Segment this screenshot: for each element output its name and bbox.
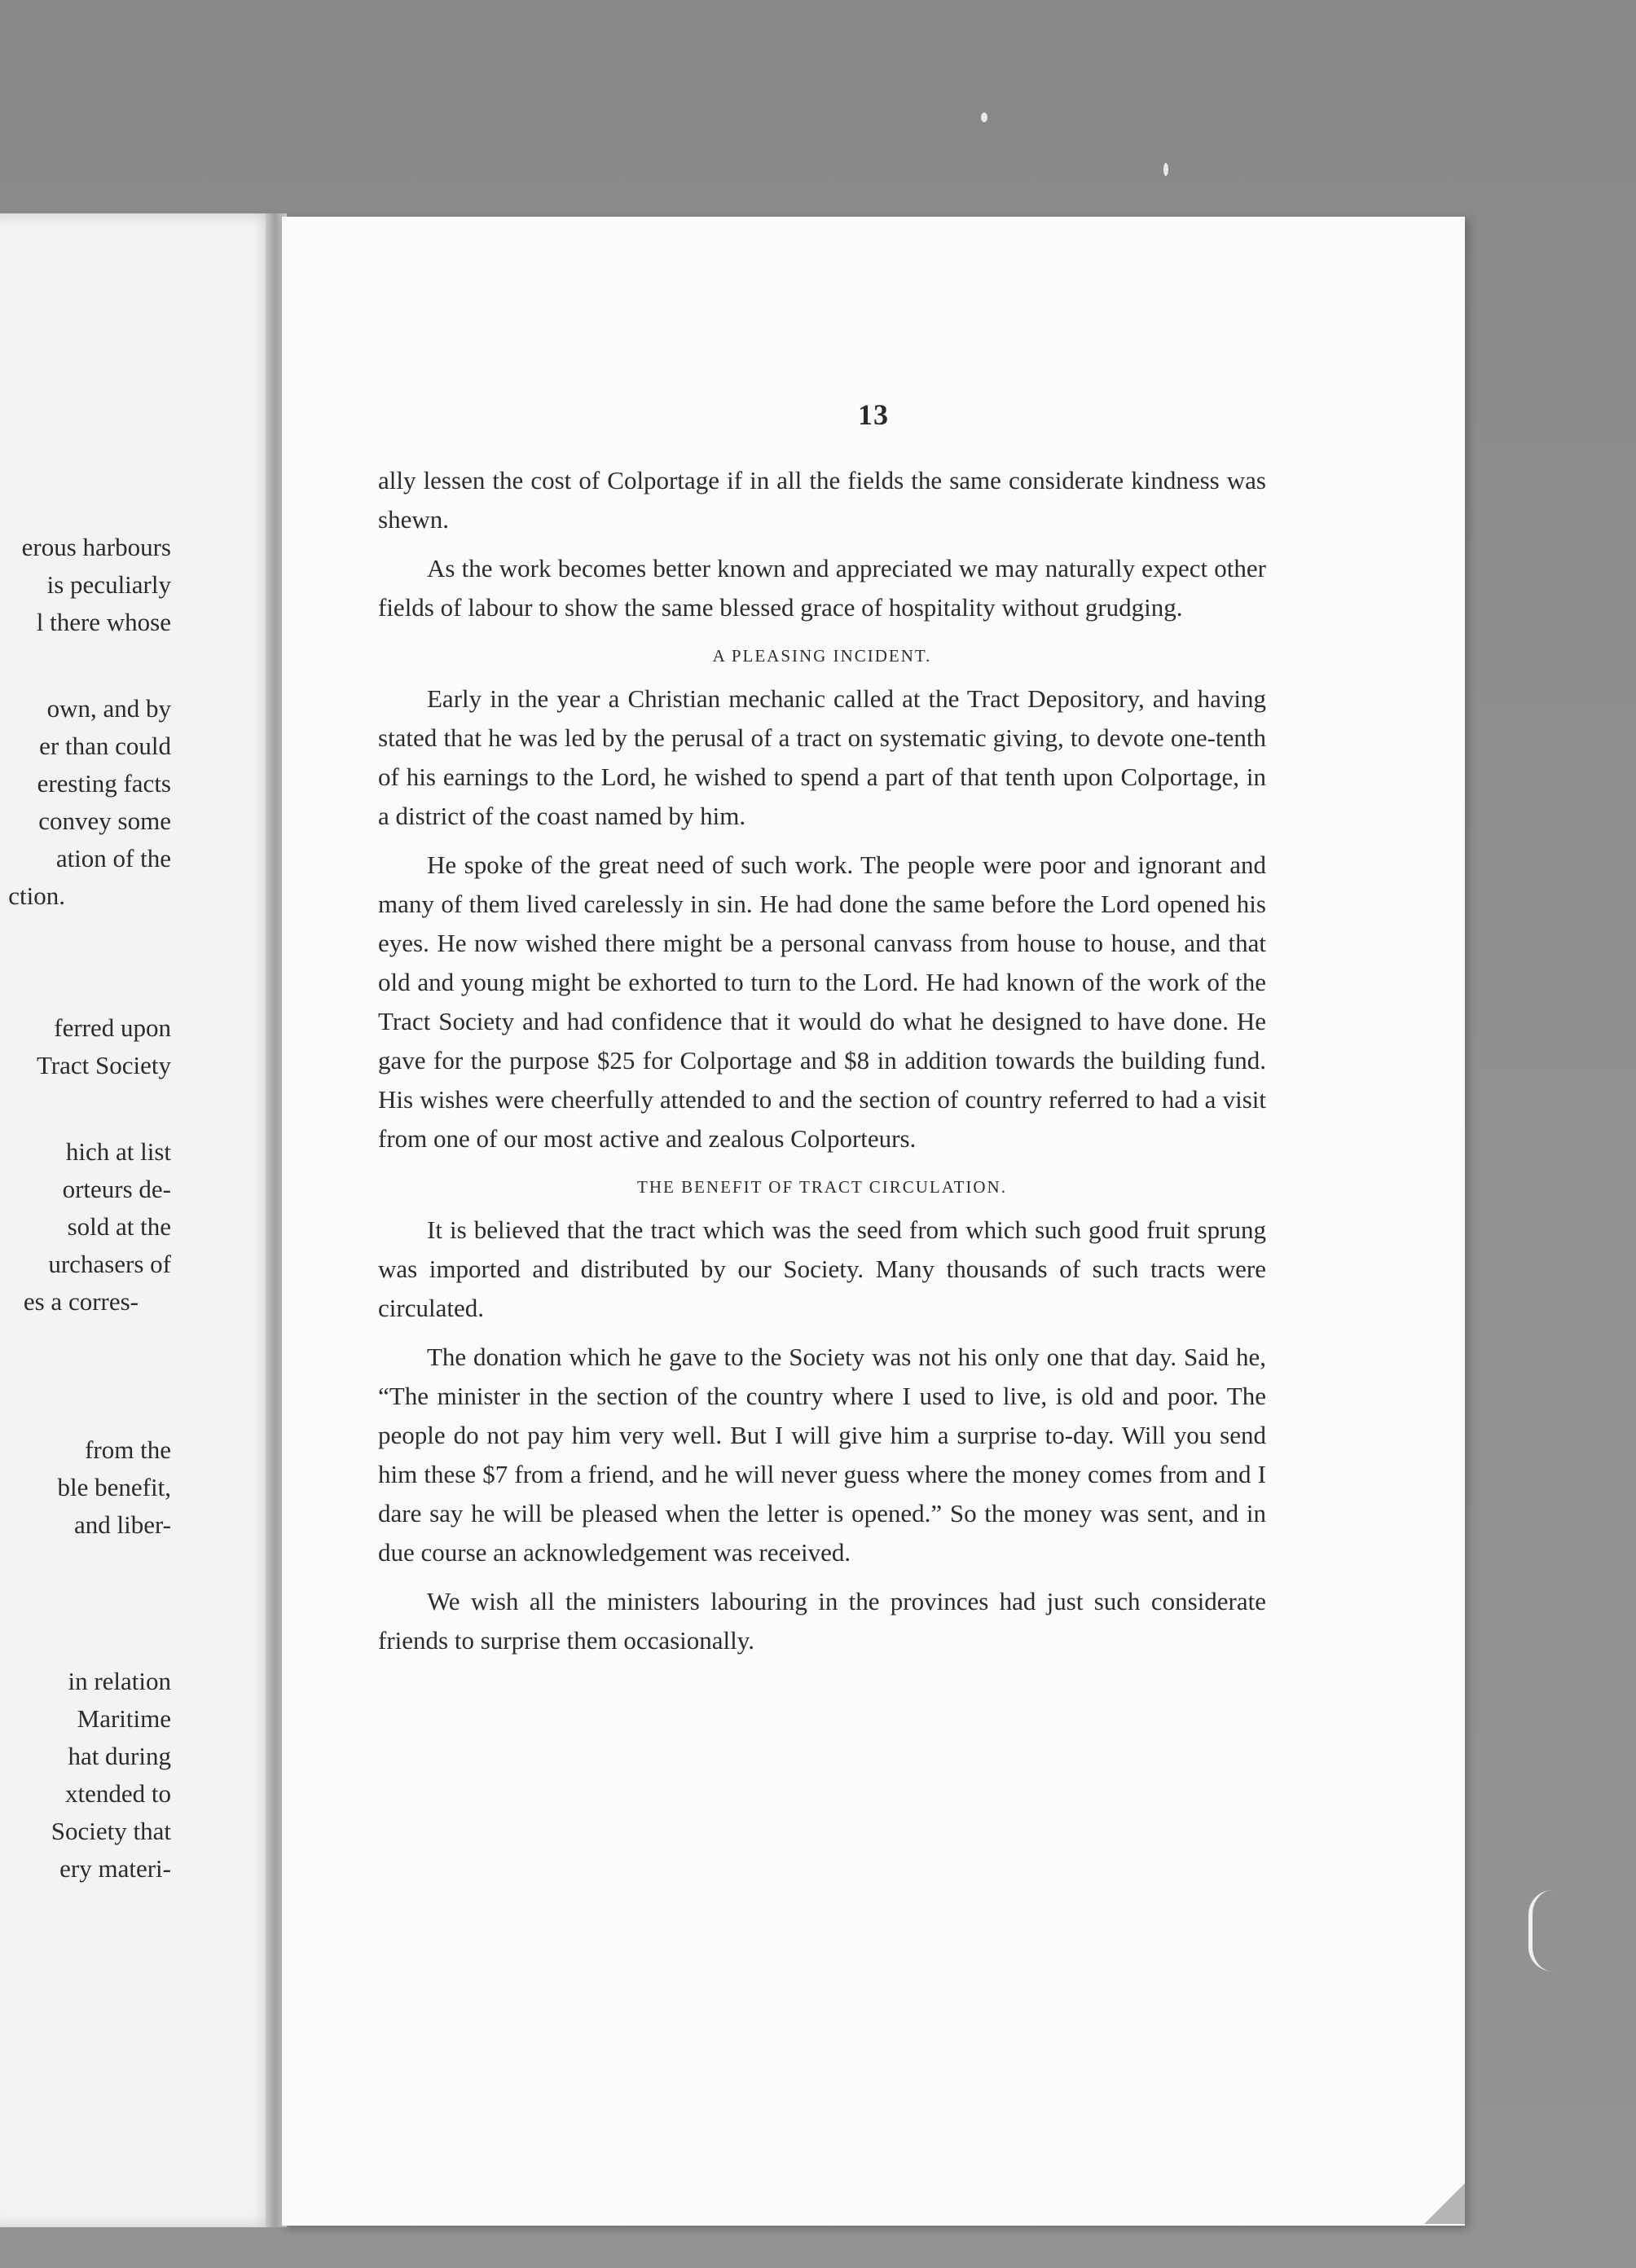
- left-page-fragment: in relation: [68, 1667, 171, 1695]
- left-page-fragment: Tract Society: [36, 1051, 171, 1079]
- left-page-fragment: Society that: [51, 1817, 171, 1845]
- left-page-fragment: ferred upon: [54, 1013, 171, 1042]
- document-page: [282, 217, 1465, 2226]
- paragraph: He spoke of the great need of such work. The people were poor and ignorant and many of them lived carelessly in sin. He had done the same before the Lord opened his eyes. He now wished there might be a personal canvass from house to house, and that old and young might be exhorted to turn to the Lord. He had known of the work of the Tract Society and had confidence that it would do what he designed to have done. He gave for the purpose $25 for Colportage and $8 in addition towards the building fund. His wishes were cheerfully attended to and the section of country referred to had a visit from one of our most active and zealous Colporteurs.: [378, 850, 1266, 1153]
- paragraph: Early in the year a Christian mechanic called at the Tract Depository, and having stated that he was led by the perusal of a tract on systematic giving, to devote one-tenth of his earnings to the Lord, he wished to spend a part of that tenth upon Colportage, in a district of the coast named by him.: [378, 684, 1266, 830]
- left-page-fragment: er than could: [39, 732, 171, 760]
- paragraph: As the work becomes better known and appreciated we may naturally expect other fields of labour to show the same blessed grace of hospitality without grudging.: [378, 554, 1266, 622]
- scan-mark: [1528, 1890, 1555, 1971]
- paragraph: We wish all the ministers labouring in the provinces had just such considerate friends to surprise them occasionally.: [378, 1587, 1266, 1655]
- left-page-fragment: erous harbours: [21, 533, 171, 561]
- left-page-fragment: ction.: [8, 881, 65, 910]
- left-page-fragment: convey some: [38, 807, 171, 835]
- left-page-fragment: eresting facts: [37, 769, 171, 798]
- left-page-fragment: is peculiarly: [46, 570, 171, 599]
- section-heading: THE BENEFIT OF TRACT CIRCULATION.: [637, 1177, 1007, 1197]
- left-page-fragment: xtended to: [65, 1779, 171, 1808]
- paragraph: The donation which he gave to the Society was not his only one that day. Said he, “The minister in the section of the country where I used to live, is old and poor. The people do not pay him very well. But I will give him a surprise to-day. Will you send him these $7 from a friend, and he will never guess where the money comes from and I dare say he will be pleased when the letter is opened.” So the money was sent, and in due course an acknowledgement was received.: [378, 1343, 1266, 1567]
- scan-speck: [1163, 163, 1168, 176]
- left-page-fragment: sold at the: [67, 1212, 171, 1241]
- left-page-fragment: and liber-: [73, 1510, 171, 1539]
- left-page-fragment: hich at list: [65, 1137, 171, 1166]
- left-page-fragment: Maritime: [77, 1704, 171, 1733]
- left-page-fragment: ation of the: [55, 844, 171, 872]
- left-page-fragment: hat during: [68, 1742, 171, 1770]
- scan-speck: [981, 112, 987, 122]
- paragraph: ally lessen the cost of Colportage if in all the fields the same considerate kindness was shewn.: [378, 466, 1266, 534]
- left-page-fragment: ble benefit,: [57, 1473, 171, 1501]
- section-heading: A PLEASING INCIDENT.: [712, 646, 932, 666]
- left-page-fragment: l there whose: [36, 608, 171, 636]
- page-number: 13: [858, 398, 889, 431]
- page-corner-fold: [1424, 2183, 1465, 2224]
- previous-page-edge: [0, 213, 282, 2227]
- paragraph: It is believed that the tract which was the seed from which such good fruit sprung was imported and distributed by our Society. Many thousands of such tracts were circulated.: [378, 1215, 1266, 1322]
- left-page-fragment: es a corres-: [23, 1287, 139, 1316]
- left-page-fragment: urchasers of: [48, 1250, 171, 1278]
- left-page-fragment: own, and by: [46, 694, 171, 723]
- left-page-fragment: orteurs de-: [62, 1175, 171, 1203]
- left-page-fragment: ery materi-: [59, 1854, 171, 1883]
- left-page-fragment: from the: [85, 1435, 171, 1464]
- page-body: [378, 461, 1266, 1670]
